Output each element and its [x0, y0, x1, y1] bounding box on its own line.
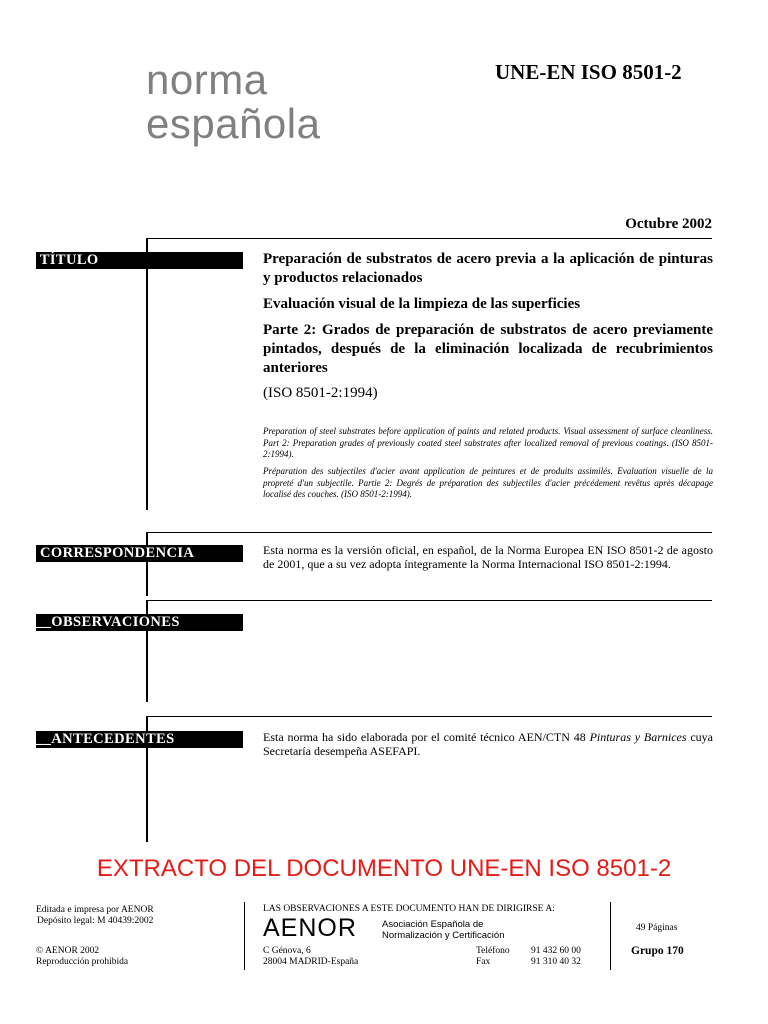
fax-label: Fax	[476, 957, 491, 967]
section-label-observaciones: __OBSERVACIONES	[36, 614, 243, 631]
footer-copyright	[36, 946, 128, 968]
phone-label: Teléfono	[476, 946, 510, 956]
antecedentes-text	[263, 730, 713, 758]
phone-number: 91 432 60 00	[531, 946, 581, 956]
page-count: 49 Páginas	[636, 923, 678, 933]
iso-reference: (ISO 8501-2:1994)	[263, 385, 378, 401]
footer-divider-left	[244, 902, 245, 970]
brand-line-1: norma	[146, 56, 268, 103]
titulo-line-3: Parte 2: Grados de preparación de substratos de acero previamente pintados, después de la eliminación localizada de recubrimientos anteriores	[263, 322, 713, 376]
address-line-2: 28004 MADRID-España	[263, 957, 359, 967]
french-title: Préparation des subjectiles d'acier avant application de peintures et de produits assimilés. Evaluation visuelle de la propreté d'un subjectile. Partie 2: Degrés de préparation des subjectiles d'acier précédement revêtus après décapage localisé des couches. (ISO 8501-2:1994).	[263, 466, 713, 499]
rule-top	[146, 238, 712, 239]
aenor-logo: AENOR	[263, 914, 357, 942]
rule-observaciones	[146, 600, 712, 601]
document-number: UNE-EN ISO 8501-2	[495, 60, 682, 84]
rule-correspondencia	[146, 532, 712, 533]
observations-heading: LAS OBSERVACIONES A ESTE DOCUMENTO HAN DE DIRIGIRSE A:	[263, 904, 555, 914]
titulo-line-2: Evaluación visual de la limpieza de las superficies	[263, 296, 581, 312]
contact-labels	[476, 946, 510, 968]
publication-date: Octubre 2002	[625, 216, 712, 232]
correspondencia-text: Esta norma es la versión oficial, en español, de la Norma Europea EN ISO 8501-2 de agosto de 2001, que a su vez adopta íntegramente la Norma Internacional ISO 8501-2:1994.	[263, 543, 713, 571]
price-group: Grupo 170	[631, 945, 684, 957]
brand-title	[146, 58, 320, 146]
antecedentes-text-end: cuya Secretaría desempeña ASEFAPI.	[263, 730, 714, 758]
brand-line-2: española	[146, 100, 321, 147]
reproduction-notice: Reproducción prohibida	[36, 957, 129, 967]
antecedentes-text-start: Esta norma ha sido elaborada por el comité técnico AEN/CTN 48	[263, 730, 590, 744]
titulo-line-1: Preparación de substratos de acero previa a la aplicación de pinturas y productos relacionados	[263, 251, 713, 286]
fax-number: 91 310 40 32	[531, 957, 581, 967]
section-label-titulo: TÍTULO	[36, 252, 243, 269]
vertical-rule-correspondencia	[146, 532, 148, 596]
english-title: Preparation of steel substrates before application of paints and related products. Visual assessment of surface cleanliness. Part 2: Preparation grades of previously coated steel substrates after localized removal of previous coatings. (ISO 8501-2:1994).	[263, 426, 713, 459]
section-label-antecedentes: __ANTECEDENTES	[36, 731, 243, 748]
vertical-rule-titulo	[146, 238, 148, 510]
footer-publisher	[36, 905, 154, 927]
legal-deposit: Depósito legal: M 40439:2002	[37, 916, 154, 926]
aenor-logo-subtitle	[382, 919, 504, 941]
antecedentes-committee-name: Pinturas y Barnices	[589, 730, 687, 744]
footer-divider-right	[610, 902, 611, 970]
contact-values	[531, 946, 581, 968]
copyright: © AENOR 2002	[36, 946, 100, 956]
aenor-sub-line-2: Normalización y Certificación	[382, 930, 505, 941]
address-line-1: C Génova, 6	[263, 946, 311, 956]
edited-by: Editada e impresa por AENOR	[36, 905, 154, 915]
aenor-address	[263, 946, 358, 968]
aenor-sub-line-1: Asociación Española de	[382, 919, 484, 930]
rule-antecedentes	[146, 716, 712, 717]
titulo-block	[263, 250, 713, 385]
extract-banner: EXTRACTO DEL DOCUMENTO UNE-EN ISO 8501-2	[96, 855, 672, 882]
section-label-correspondencia: CORRESPONDENCIA	[36, 545, 243, 562]
